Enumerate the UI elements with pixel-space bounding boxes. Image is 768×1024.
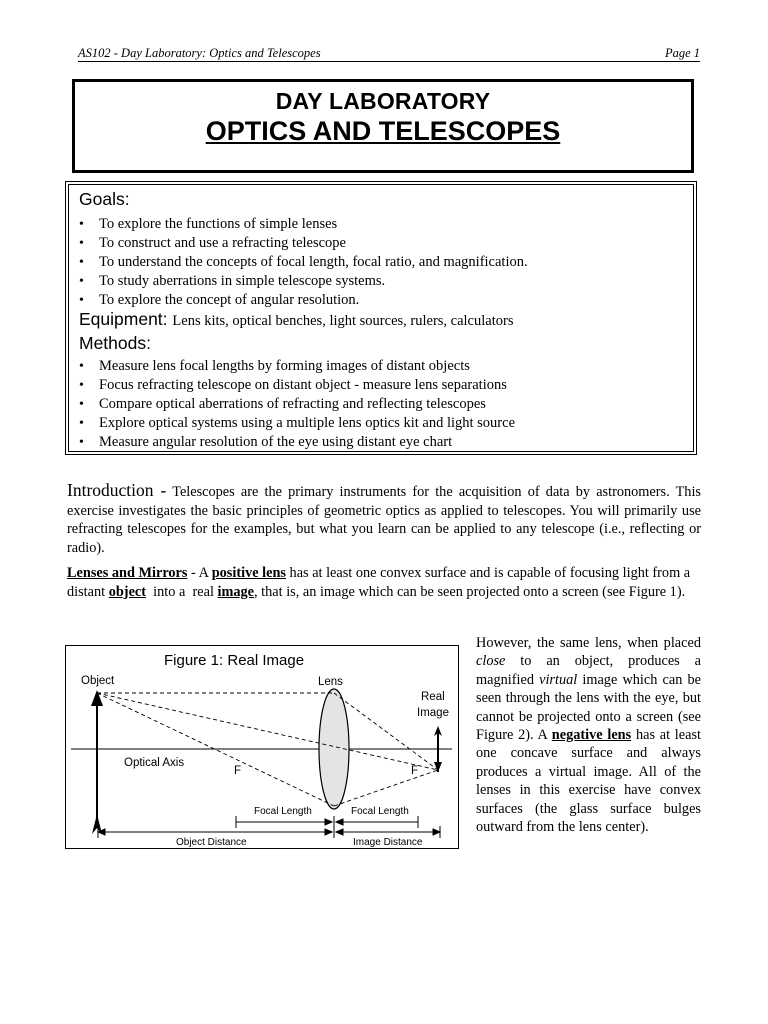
page-number: Page 1 bbox=[664, 46, 700, 60]
header-title: AS102 - Day Laboratory: Optics and Telescopes bbox=[78, 46, 321, 60]
method-item: • Measure lens focal lengths by forming images of distant objects bbox=[79, 357, 515, 376]
side-text-1: However, the same lens, when placed bbox=[476, 635, 701, 651]
title-line-1: DAY LABORATORY bbox=[275, 88, 491, 114]
side-text-3: image which can be seen through the lens with the eye, but cannot be projected onto a screen (see Figure 2). A bbox=[476, 671, 701, 744]
focus-right-label: F bbox=[411, 765, 419, 777]
goals-list bbox=[79, 215, 528, 310]
side-paragraph bbox=[476, 634, 701, 836]
image-distance-label: Image Distance bbox=[353, 837, 423, 848]
title-line-2: OPTICS AND TELESCOPES bbox=[205, 116, 561, 146]
goal-item: • To construct and use a refracting telescope bbox=[79, 234, 528, 253]
arrowhead bbox=[325, 819, 332, 825]
figure-real-image bbox=[65, 645, 459, 849]
intro-paragraph bbox=[67, 481, 701, 557]
focal-length-label-1: Focal Length bbox=[254, 806, 312, 817]
figure-title: Figure 1: Real Image bbox=[164, 652, 305, 669]
side-text-2: to an object, produces a magnified bbox=[476, 653, 701, 688]
methods-heading: Methods: bbox=[79, 333, 151, 353]
methods-list bbox=[79, 357, 515, 452]
equipment-line bbox=[79, 309, 513, 330]
intro-text: Telescopes are the primary instruments for the acquisition of data by astronomers. This exercise investigates the basic principles of geometric optics as applied to telescopes. You will primarily use refracting telescopes for the examples, but what you learn can be applied to any telescope (i.e., reflecting or radio). bbox=[67, 484, 701, 556]
method-item: • Compare optical aberrations of refracting and reflecting telescopes bbox=[79, 395, 515, 414]
equipment-text: Lens kits, optical benches, light sources, rulers, calculators bbox=[172, 313, 514, 329]
lenses-heading: Lenses and Mirrors bbox=[67, 565, 188, 581]
lenses-text-1: - A bbox=[187, 565, 212, 581]
figure-diagram bbox=[66, 646, 458, 848]
focus-left-label: F bbox=[234, 765, 242, 777]
intro-lead: Introduction - bbox=[67, 480, 167, 500]
dimension-lines bbox=[98, 816, 440, 838]
object-label: Object bbox=[81, 675, 115, 687]
method-item: • Measure angular resolution of the eye using distant eye chart bbox=[79, 433, 515, 452]
goal-item: • To explore the concept of angular resolution. bbox=[79, 291, 528, 310]
lenses-text-3: into a real bbox=[146, 583, 218, 600]
object-term: object bbox=[108, 583, 147, 600]
side-text-4: has at least one concave surface and always produces a virtual image. All of the lenses in this exercise have convex surfaces (the glass surface bulges outward from the lens center). bbox=[476, 727, 702, 836]
goals-box bbox=[68, 184, 694, 452]
goal-item: • To study aberrations in simple telescope systems. bbox=[79, 272, 528, 291]
close-term: close bbox=[476, 653, 506, 670]
negative-lens-term: negative lens bbox=[551, 727, 632, 744]
image-term: image bbox=[217, 583, 255, 600]
title-box bbox=[72, 79, 694, 173]
object-arrow-head bbox=[91, 690, 103, 706]
arrowhead bbox=[336, 829, 343, 835]
page-header bbox=[78, 45, 700, 62]
optical-axis-label: Optical Axis bbox=[124, 757, 185, 769]
goals-heading: Goals: bbox=[79, 189, 130, 209]
lenses-paragraph bbox=[67, 564, 701, 601]
lenses-text-2: has at least one convex surface and is capable of focusing light from a distant bbox=[67, 565, 691, 600]
goal-item: • To understand the concepts of focal length, focal ratio, and magnification. bbox=[79, 253, 528, 272]
method-item: • Focus refracting telescope on distant object - measure lens separations bbox=[79, 376, 515, 395]
method-item: • Explore optical systems using a multiple lens optics kit and light source bbox=[79, 414, 515, 433]
focal-length-label-2: Focal Length bbox=[351, 806, 409, 817]
ray-refracted-2 bbox=[334, 770, 438, 806]
real-label: Real bbox=[421, 691, 445, 703]
image-label: Image bbox=[417, 707, 449, 719]
lenses-text-4: , that is, an image which can be seen projected onto a screen (see Figure 1). bbox=[254, 583, 686, 600]
goal-item: • To explore the functions of simple lenses bbox=[79, 215, 528, 234]
positive-lens-term: positive lens bbox=[211, 565, 286, 581]
arrowhead bbox=[433, 829, 440, 835]
virtual-term: virtual bbox=[539, 671, 578, 688]
equipment-heading: Equipment: bbox=[79, 309, 168, 329]
lens-label: Lens bbox=[318, 676, 343, 688]
arrowhead bbox=[336, 819, 343, 825]
object-distance-label: Object Distance bbox=[176, 837, 247, 848]
arrowhead bbox=[325, 829, 332, 835]
